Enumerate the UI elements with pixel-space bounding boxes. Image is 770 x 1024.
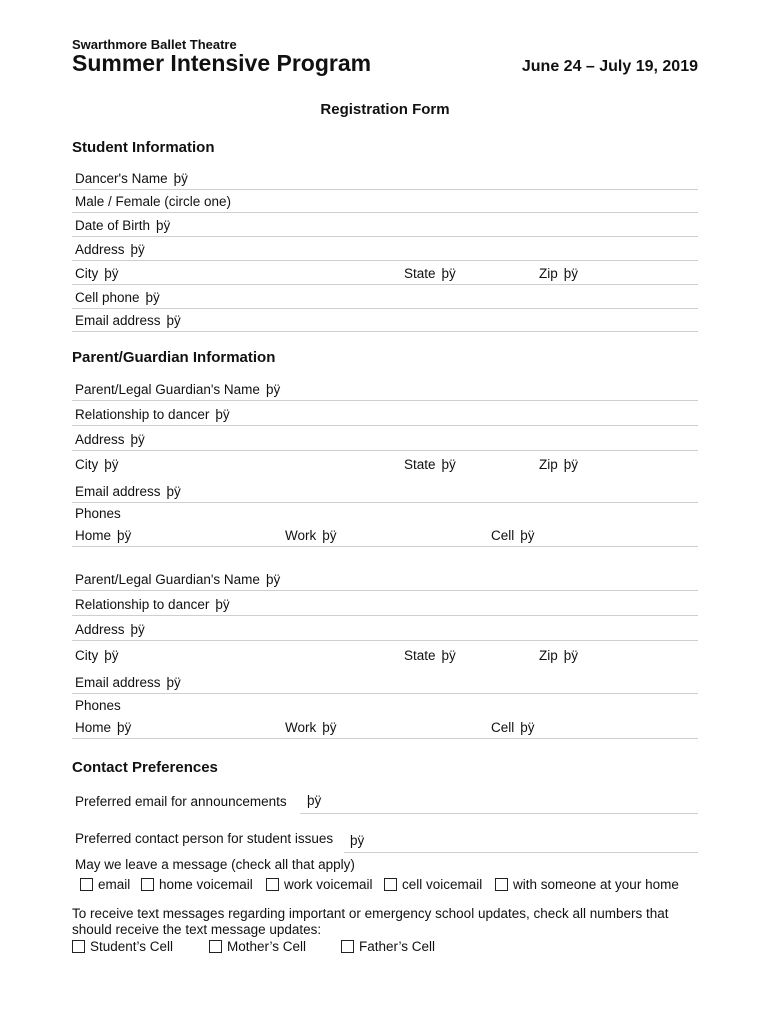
cell-phone-label: Cell phone xyxy=(75,290,140,305)
option-label: home voicemail xyxy=(159,877,253,892)
dob-field[interactable] xyxy=(72,212,698,237)
cell-label: Cell xyxy=(491,720,515,735)
zip-label: Zip xyxy=(539,266,558,281)
field-placeholder: þÿ xyxy=(104,266,119,281)
guardian1-name-field[interactable] xyxy=(72,376,698,401)
city-label: City xyxy=(75,648,99,663)
preferred-contact-label: Preferred contact person for student issues xyxy=(75,831,334,846)
message-option-home-voicemail[interactable] xyxy=(141,877,253,892)
text-option-fathers-cell[interactable] xyxy=(341,939,435,954)
checkbox-icon[interactable] xyxy=(72,940,85,953)
student-email-field[interactable] xyxy=(72,308,698,332)
guardian2-home-phone-field[interactable] xyxy=(75,720,131,735)
guardian1-city-field[interactable] xyxy=(75,457,119,472)
text-message-instructions-line2: should receive the text message updates: xyxy=(72,922,322,937)
option-label: cell voicemail xyxy=(402,877,483,892)
state-label: State xyxy=(404,648,436,663)
option-label: email xyxy=(98,877,131,892)
message-option-work-voicemail[interactable] xyxy=(266,877,373,892)
guardian2-name-field[interactable] xyxy=(72,566,698,591)
organization-name: Swarthmore Ballet Theatre xyxy=(72,37,237,52)
home-label: Home xyxy=(75,720,112,735)
message-option-someone-home[interactable] xyxy=(495,877,679,892)
preferred-email-label: Preferred email for announcements xyxy=(75,794,287,809)
message-option-cell-voicemail[interactable] xyxy=(384,877,482,892)
field-placeholder: þÿ xyxy=(520,720,535,735)
option-label: work voicemail xyxy=(284,877,373,892)
field-placeholder: þÿ xyxy=(166,313,181,328)
field-placeholder: þÿ xyxy=(322,528,337,543)
email-label: Email address xyxy=(75,313,161,328)
option-label: Student’s Cell xyxy=(90,939,174,954)
gender-field[interactable] xyxy=(72,189,698,213)
checkbox-icon[interactable] xyxy=(384,878,397,891)
field-placeholder: þÿ xyxy=(117,720,132,735)
checkbox-icon[interactable] xyxy=(266,878,279,891)
dob-label: Date of Birth xyxy=(75,218,151,233)
state-label: State xyxy=(404,266,436,281)
program-title: Summer Intensive Program xyxy=(72,50,372,76)
field-placeholder: þÿ xyxy=(520,528,535,543)
dancer-name-label: Dancer's Name xyxy=(75,171,168,186)
text-message-instructions-line1: To receive text messages regarding important or emergency school updates, check all numbers that xyxy=(72,906,669,921)
guardian1-phones-row xyxy=(72,522,698,547)
option-label: Mother’s Cell xyxy=(227,939,307,954)
checkbox-icon[interactable] xyxy=(80,878,93,891)
guardian2-city-field[interactable] xyxy=(75,648,119,663)
student-zip-field[interactable] xyxy=(539,266,578,281)
guardian1-city-state-zip-row xyxy=(72,450,698,475)
preferred-email-field[interactable] xyxy=(300,789,698,814)
field-placeholder: þÿ xyxy=(563,266,579,281)
guardian2-phones-label: Phones xyxy=(75,698,121,713)
guardian1-phones-label: Phones xyxy=(75,506,121,521)
message-option-email[interactable] xyxy=(80,877,130,892)
zip-label: Zip xyxy=(539,648,558,663)
checkbox-icon[interactable] xyxy=(141,878,154,891)
guardian1-relationship-field[interactable] xyxy=(72,400,698,426)
gender-label: Male / Female (circle one) xyxy=(75,194,232,209)
text-option-mothers-cell[interactable] xyxy=(209,939,306,954)
guardian-name-label: Parent/Legal Guardian's Name xyxy=(75,382,260,397)
dancer-name-field[interactable] xyxy=(72,166,698,190)
work-label: Work xyxy=(285,720,317,735)
student-cell-phone-field[interactable] xyxy=(72,284,698,309)
guardian2-work-phone-field[interactable] xyxy=(285,720,337,735)
guardian1-email-field[interactable] xyxy=(72,477,698,503)
cell-label: Cell xyxy=(491,528,515,543)
field-placeholder: þÿ xyxy=(265,572,281,587)
work-label: Work xyxy=(285,528,317,543)
city-label: City xyxy=(75,266,99,281)
field-placeholder: þÿ xyxy=(130,432,145,447)
field-placeholder: þÿ xyxy=(130,622,145,637)
option-label: with someone at your home xyxy=(513,877,679,892)
field-placeholder: þÿ xyxy=(322,720,337,735)
email-label: Email address xyxy=(75,484,161,499)
guardian2-email-field[interactable] xyxy=(72,668,698,694)
field-placeholder: þÿ xyxy=(145,290,160,305)
field-placeholder: þÿ xyxy=(117,528,132,543)
guardian1-work-phone-field[interactable] xyxy=(285,528,337,543)
program-dates: June 24 – July 19, 2019 xyxy=(521,58,698,75)
student-state-field[interactable] xyxy=(404,266,456,281)
checkbox-icon[interactable] xyxy=(209,940,222,953)
form-title: Registration Form xyxy=(320,101,450,118)
student-city-state-zip-row xyxy=(72,260,698,285)
guardian2-city-state-zip-row xyxy=(72,640,698,666)
field-placeholder: þÿ xyxy=(350,833,365,848)
guardian2-address-field[interactable] xyxy=(72,615,698,641)
field-placeholder: þÿ xyxy=(441,648,456,663)
zip-label: Zip xyxy=(539,457,558,472)
checkbox-icon[interactable] xyxy=(341,940,354,953)
address-label: Address xyxy=(75,242,125,257)
field-placeholder: þÿ xyxy=(156,218,171,233)
guardian1-zip-field[interactable] xyxy=(539,457,578,472)
field-placeholder: þÿ xyxy=(563,648,579,663)
address-label: Address xyxy=(75,432,125,447)
guardian1-state-field[interactable] xyxy=(404,457,456,472)
guardian2-phones-row xyxy=(72,714,698,739)
leave-message-label: May we leave a message (check all that apply) xyxy=(75,857,355,872)
email-label: Email address xyxy=(75,675,161,690)
guardian2-zip-field[interactable] xyxy=(539,648,578,663)
field-placeholder: þÿ xyxy=(166,484,181,499)
field-placeholder: þÿ xyxy=(104,648,119,663)
field-placeholder: þÿ xyxy=(215,597,230,612)
field-placeholder: þÿ xyxy=(215,407,230,422)
state-label: State xyxy=(404,457,436,472)
field-placeholder: þÿ xyxy=(130,242,145,257)
student-section-title: Student Information xyxy=(72,139,215,156)
option-label: Father’s Cell xyxy=(359,939,436,954)
city-label: City xyxy=(75,457,99,472)
student-city-field[interactable] xyxy=(75,266,119,281)
text-option-students-cell[interactable] xyxy=(72,939,173,954)
field-placeholder: þÿ xyxy=(441,457,456,472)
guardian1-cell-phone-field[interactable] xyxy=(491,528,535,543)
checkbox-icon[interactable] xyxy=(495,878,508,891)
guardian2-state-field[interactable] xyxy=(404,648,456,663)
field-placeholder: þÿ xyxy=(307,793,322,808)
field-placeholder: þÿ xyxy=(441,266,456,281)
preferred-contact-field[interactable] xyxy=(344,828,698,853)
relationship-label: Relationship to dancer xyxy=(75,597,210,612)
guardian1-home-phone-field[interactable] xyxy=(75,528,131,543)
field-placeholder: þÿ xyxy=(173,171,188,186)
student-address-field[interactable] xyxy=(72,236,698,261)
relationship-label: Relationship to dancer xyxy=(75,407,210,422)
guardian2-cell-phone-field[interactable] xyxy=(491,720,535,735)
guardian-name-label: Parent/Legal Guardian's Name xyxy=(75,572,260,587)
field-placeholder: þÿ xyxy=(104,457,119,472)
parent-section-title: Parent/Guardian Information xyxy=(72,349,276,366)
field-placeholder: þÿ xyxy=(166,675,181,690)
guardian1-address-field[interactable] xyxy=(72,425,698,451)
address-label: Address xyxy=(75,622,125,637)
field-placeholder: þÿ xyxy=(563,457,579,472)
field-placeholder: þÿ xyxy=(265,382,281,397)
contact-section-title: Contact Preferences xyxy=(72,759,218,776)
guardian2-relationship-field[interactable] xyxy=(72,590,698,616)
home-label: Home xyxy=(75,528,112,543)
